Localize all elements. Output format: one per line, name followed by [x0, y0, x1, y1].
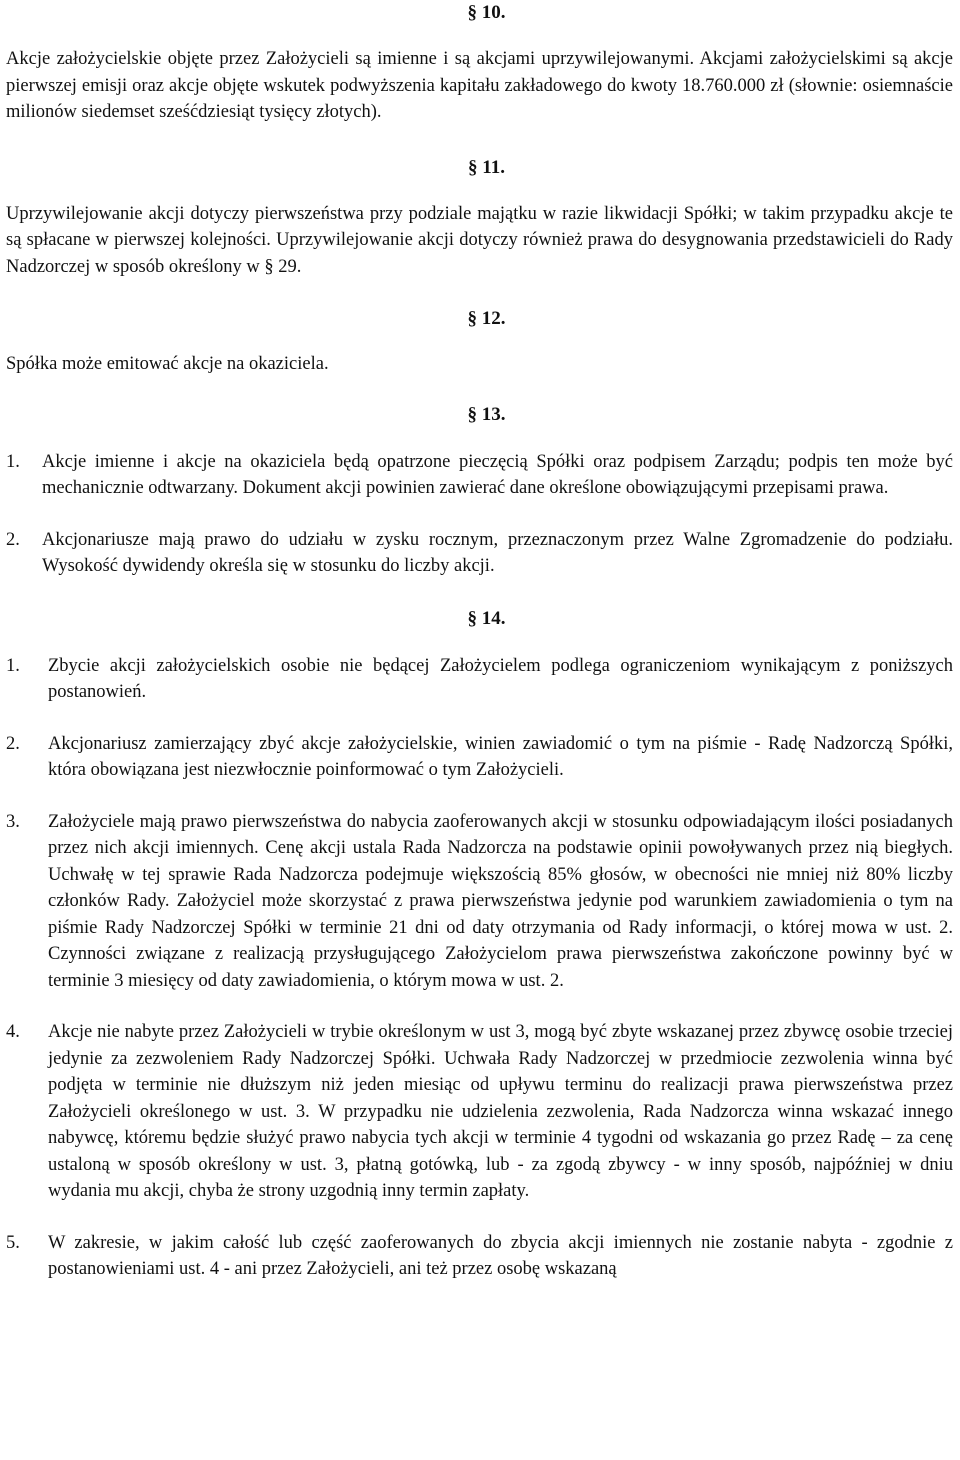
item-number: 1. — [6, 655, 20, 676]
section-14-item-5 — [6, 1230, 953, 1283]
section-14-item-3 — [6, 809, 953, 995]
section-11-heading: § 11. — [468, 156, 505, 178]
item-number: 3. — [6, 811, 20, 832]
section-13-item-2 — [6, 527, 953, 580]
item-text: Akcje imienne i akcje na okaziciela będą opatrzone pieczęcią Spółki oraz podpisem Zarządu; podpis ten może być mechanicznie odtwarzany. Dokument akcji powinien zawierać dane określone obowiązującymi przepisami prawa. — [42, 451, 953, 498]
section-14-item-1 — [6, 653, 953, 706]
section-14-item-4 — [6, 1019, 953, 1205]
item-text: Założyciele mają prawo pierwszeństwa do nabycia zaoferowanych akcji w stosunku odpowiadającym ilości posiadanych przez nich akcji imiennych. Cenę akcji ustala Rada Nadzorcza na podstawie opinii powoływanych przez nią biegłych. Uchwałę w tej sprawie Rada Nadzorcza podejmuje większością 85% głosów, w obecności nie mniej niż 80% liczby członków Rady. Założyciel może skorzystać z prawa pierwszeństwa jedynie pod warunkiem zawiadomienia o tym na piśmie Rady Nadzorczej Spółki w terminie 21 dni od daty otrzymania od Rady informacji, o której mowa w ust. 2. Czynności związane z realizacją przysługującego Założycielom prawa pierwszeństwa zakończone powinny być w terminie 3 miesięcy od daty zawiadomienia, o którym mowa w ust. 2. — [48, 811, 953, 991]
section-12-paragraph: Spółka może emitować akcje na okaziciela. — [6, 354, 329, 374]
item-text: Akcje nie nabyte przez Założycieli w trybie określonym w ust 3, mogą być zbyte wskazanej przez zbywcę osobie trzeciej jedynie za zezwoleniem Rady Nadzorczej Spółki. Uchwała Rady Nadzorczej w przedmiocie zezwolenia winna być podjęta w terminie nie dłuższym niż jeden miesiąc od upływu terminu do realizacji prawa pierwszeństwa przez Założycieli określonego w ust. 3. W przypadku nie udzielenia zezwolenia, Rada Nadzorcza winna wskazać innego nabywcę, któremu będzie służyć prawo nabycia tych akcji w terminie 4 tygodni od wskazania go przez Radę – za cenę ustaloną w sposób określony w ust. 3, płatną gotówką, lub - za zgodą zbywcy - w inny sposób, najpóźniej w dniu wydania mu akcji, chyba że strony uzgodnią inny termin zapłaty. — [48, 1022, 953, 1201]
item-text: W zakresie, w jakim całość lub część zaoferowanych do zbycia akcji imiennych nie zostanie nabyta - zgodnie z postanowieniami ust. 4 - ani przez Założycieli, ani też przez osobę wskazaną — [48, 1232, 953, 1279]
item-text: Akcjonariusz zamierzający zbyć akcje założycielskie, winien zawiadomić o tym na piśmie - Radę Nadzorczą Spółki, która obowiązana jest niezwłocznie poinformować o tym Założycieli. — [48, 733, 953, 780]
item-number: 2. — [6, 529, 20, 550]
section-12-heading: § 12. — [467, 308, 506, 329]
section-14-item-2 — [6, 731, 953, 784]
item-number: 2. — [6, 733, 20, 754]
section-13-heading: § 13. — [467, 403, 506, 425]
section-11-paragraph: Uprzywilejowanie akcji dotyczy pierwszeństwa przy podziale majątku w razie likwidacji Spółki; w takim przypadku akcje te są spłacane w pierwszej kolejności. Uprzywilejowanie akcji dotyczy również prawa do desygnowania przedstawicieli do Rady Nadzorczej w sposób określony w § 29. — [6, 203, 953, 277]
section-10-heading: § 10. — [467, 2, 506, 23]
section-13-item-1 — [6, 449, 953, 502]
item-number: 1. — [6, 451, 20, 472]
item-number: 5. — [6, 1232, 20, 1253]
item-text: Zbycie akcji założycielskich osobie nie będącej Założycielem podlega ograniczeniom wynikającym z poniższych postanowień. — [48, 655, 953, 702]
item-text: Akcjonariusze mają prawo do udziału w zysku rocznym, przeznaczonym przez Walne Zgromadzenie do podziału. Wysokość dywidendy określa się w stosunku do liczby akcji. — [42, 529, 953, 576]
section-14-heading: § 14. — [467, 607, 506, 629]
section-10-paragraph: Akcje założycielskie objęte przez Założycieli są imienne i są akcjami uprzywilejowanymi. Akcjami założycielskimi są akcje pierwszej emisji oraz akcje objęte wskutek podwyższenia kapitału zakładowego do kwoty 18.760.000 zł (słownie: osiemnaście milionów siedemset sześćdziesiąt tysięcy złotych). — [6, 49, 953, 122]
item-number: 4. — [6, 1022, 20, 1042]
